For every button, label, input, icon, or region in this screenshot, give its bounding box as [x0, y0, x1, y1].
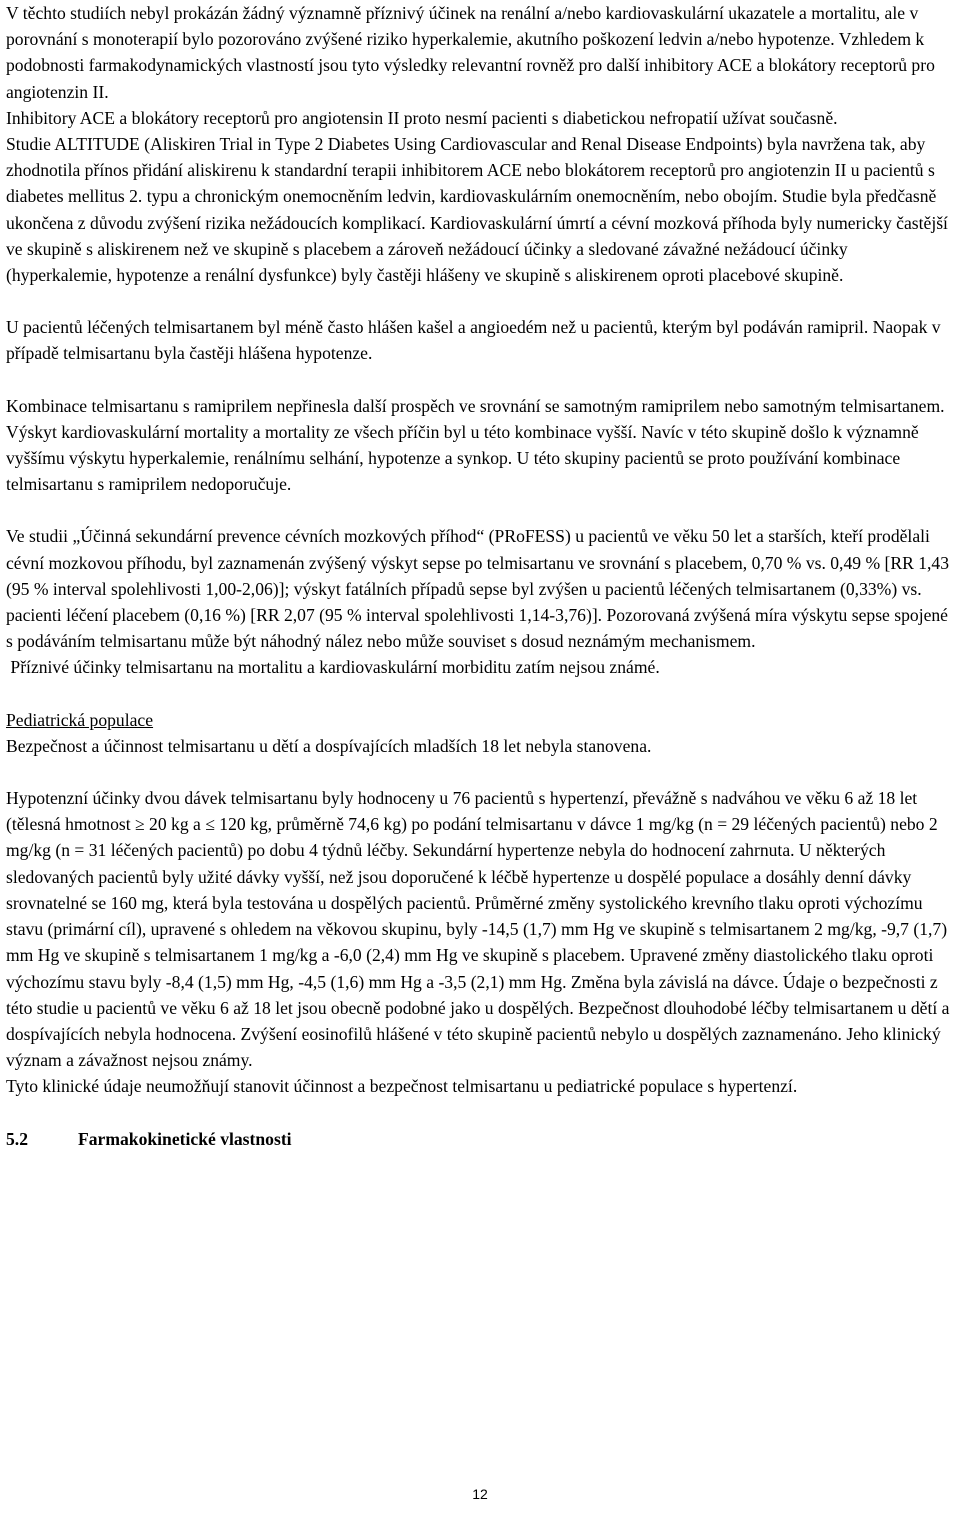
paragraph-pediatric-safety: Bezpečnost a účinnost telmisartanu u dětí a dospívajících mladších 18 let nebyla stanovena. [6, 735, 652, 756]
pediatric-heading: Pediatrická populace [6, 709, 154, 730]
paragraph-renal-outcomes: V těchto studiích nebyl prokázán žádný významně příznivý účinek na renální a/nebo kardiovaskulární ukazatele a mortalitu, ale v porovnání s monoterapií bylo pozorováno zvýšené riziko hyperkalemie, akutního poškození ledvin a/nebo hypotenze. Vzhledem k podobnosti farmakodynamických vlastností jsou tyto výsledky relevantní rovněž pro další inhibitory ACE a blokátory receptorů pro angiotenzin II. [6, 3, 935, 102]
section-number: 5.2 [6, 1128, 28, 1149]
paragraph-pediatric-hypotensive-effects: Hypotenzní účinky dvou dávek telmisartanu byly hodnoceny u 76 pacientů s hypertenzí, převážně s nadváhou ve věku 6 až 18 let (tělesná hmotnost ≥ 20 kg a ≤ 120 kg, průměrně 74,6 kg) po podání telmisartanu v dávce 1 mg/kg (n = 29 léčených pacientů) nebo 2 mg/kg (n = 31 léčených pacientů) po dobu 4 týdnů léčby. Sekundární hypertenze nebyla do hodnocení zahrnuta. U některých sledovaných pacientů byly užité dávky vyšší, než jsou doporučené k léčbě hypertenze u dospělé populace a dosáhly denní dávky srovnatelné se 160 mg, která byla testována u dospělých pacientů. Průměrné změny systolického krevního tlaku oproti výchozímu stavu (primární cíl), upravené s ohledem na věkovou skupinu, byly -14,5 (1,7) mm Hg ve skupině s telmisartanem 2 mg/kg, -9,7 (1,7) mm Hg ve skupině s telmisartanem 1 mg/kg a -6,0 (2,4) mm Hg ve skupině s placebem. Upravené změny diastolického tlaku oproti výchozímu stavu byly -8,4 (1,5) mm Hg, -4,5 (1,6) mm Hg a -3,5 (2,1) mm Hg. Změna byla závislá na dávce. Údaje o bezpečnosti z této studie u pacientů ve věku 6 až 18 let jsou obecně podobné jako u dospělých. Bezpečnost dlouhodobé léčby telmisartanem u dětí a dospívajících nebyla hodnocena. Zvýšení eosinofilů hlášené v této skupině pacientů nebylo u dospělých zaznamenáno. Jeho klinický význam a závažnost nejsou známy. [6, 788, 950, 1071]
paragraph-ramipril-combination: Kombinace telmisartanu s ramiprilem nepřinesla další prospěch ve srovnání se samotným ramiprilem nebo samotným telmisartanem. Výskyt kardiovaskulární mortality a mortality ze všech příčin byl u této kombinace vyšší. Navíc v této skupině došlo k významně vyššímu výskytu hyperkalemie, renálnímu selhání, hypotenze a synkop. U této skupiny pacientů se proto používání kombinace telmisartanu s ramiprilem nedoporučuje. [6, 395, 945, 495]
paragraph-pediatric-conclusion: Tyto klinické údaje neumožňují stanovit účinnost a bezpečnost telmisartanu u pediatrické populace s hypertenzí. [6, 1076, 798, 1097]
paragraph-cough-angioedema: U pacientů léčených telmisartanem byl méně často hlášen kašel a angioedém než u pacientů, kterým byl podáván ramipril. Naopak v případě telmisartanu byla častěji hlášena hypotenze. [6, 317, 941, 364]
document-page [6, 0, 956, 1152]
section-heading [6, 1126, 956, 1152]
paragraph-altitude-study: Studie ALTITUDE (Aliskiren Trial in Type 2 Diabetes Using Cardiovascular and Renal Disease Endpoints) byla navržena tak, aby zhodnotila přínos přidání aliskirenu k standardní terapii inhibitorem ACE nebo blokátorem receptorů pro angiotenzin II u pacientů s diabetes mellitus 2. typu a chronickým onemocněním ledvin, kardiovaskulárním onemocněním, nebo obojím. Studie byla předčasně ukončena z důvodu zvýšení rizika nežádoucích komplikací. Kardiovaskulární úmrtí a cévní mozková příhoda byly numericky častější ve skupině s aliskirenem než ve skupině s placebem a zároveň nežádoucí účinky a sledované závažné nežádoucí účinky (hyperkalemie, hypotenze a renální dysfunkce) byly častěji hlášeny ve skupině s aliskirenem oproti placebové skupině. [6, 134, 948, 286]
paragraph-benefit-unknown: Příznivé účinky telmisartanu na mortalitu a kardiovaskulární morbiditu zatím nejsou známé. [6, 657, 660, 678]
paragraph-ace-arb-contraindication: Inhibitory ACE a blokátory receptorů pro angiotensin II proto nesmí pacienti s diabetickou nefropatií užívat současně. [6, 107, 838, 128]
section-title: Farmakokinetické vlastnosti [78, 1128, 292, 1149]
page-number: 12 [472, 1486, 488, 1502]
paragraph-profess-sepsis: Ve studii „Účinná sekundární prevence cévních mozkových příhod“ (PRoFESS) u pacientů ve věku 50 let a starších, kteří prodělali cévní mozkovou příhodu, byl zaznamenán zvýšený výskyt sepse po telmisartanu ve srovnání s placebem, 0,70 % vs. 0,49 % [RR 1,43 (95 % interval spolehlivosti 1,00-2,06)]; výskyt fatálních případů sepse byl zvýšen u pacientů léčených telmisartanem (0,33%) vs. pacienti léčení placebem (0,16 %) [RR 2,07 (95 % interval spolehlivosti 1,14-3,76)]. Pozorovaná zvýšená míra výskytu sepse spojené s podáváním telmisartanu může být náhodný nález nebo může souviset s dosud neznámým mechanismem. [6, 526, 950, 652]
